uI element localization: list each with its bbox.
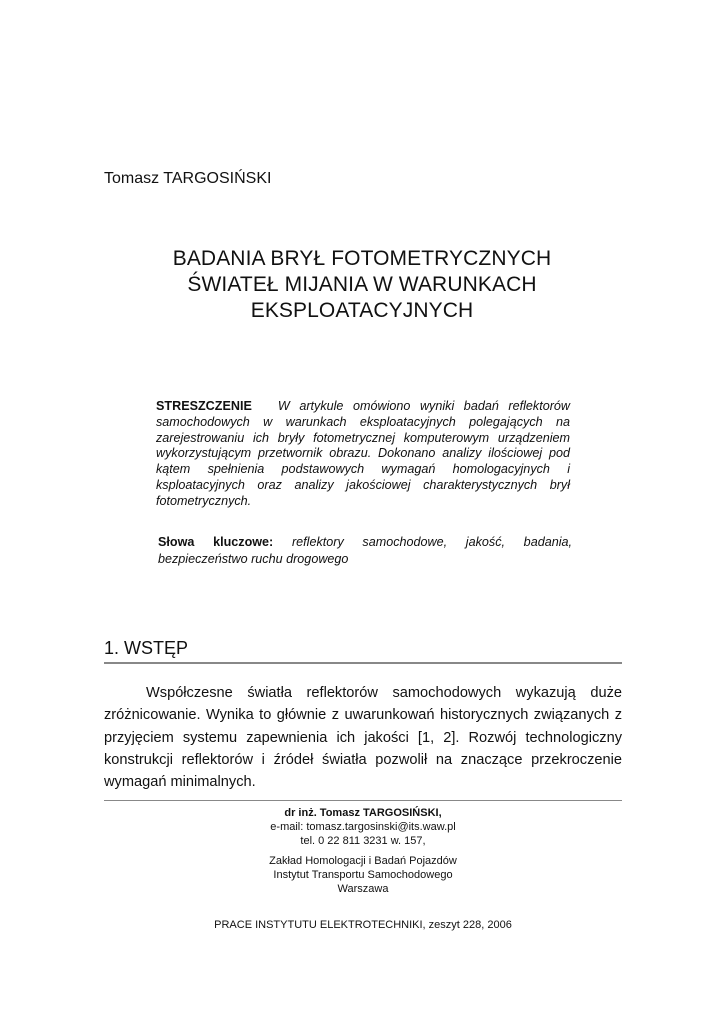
footnote-department: Zakład Homologacji i Badań Pojazdów	[269, 855, 457, 867]
journal-footer: PRACE INSTYTUTU ELEKTROTECHNIKI, zeszyt 228, 2006	[214, 919, 512, 931]
intro-paragraph: Współczesne światła reflektorów samochodowych wykazują duże zróżnicowanie. Wynika to głównie z uwarunkowań historycznych związanych z przyjęciem systemu zapewnienia ich jakości [1, 2]. Rozwój technologiczny konstrukcji reflektorów i źródeł światła pozwolił na znaczące przekroczenie wymagań minimalnych.	[104, 685, 622, 791]
paper-title	[104, 246, 620, 324]
footnote-email: e-mail: tomasz.targosinski@its.waw.pl	[270, 821, 456, 833]
title-line-3: EKSPLOATACYJNYCH	[250, 299, 474, 322]
title-line-1: BADANIA BRYŁ FOTOMETRYCZNYCH	[172, 247, 552, 270]
author-name: Tomasz TARGOSIŃSKI	[104, 170, 272, 187]
abstract-label: STRESZCZENIE	[156, 399, 252, 413]
footnote-institute: Instytut Transportu Samochodowego	[273, 869, 453, 881]
footnote-phone: tel. 0 22 811 3231 w. 157,	[300, 835, 426, 847]
section-heading: 1. WSTĘP	[104, 638, 622, 664]
abstract	[156, 399, 570, 510]
keywords	[158, 534, 572, 568]
footnote-author: dr inż. Tomasz TARGOSIŃSKI,	[284, 807, 442, 819]
footnote-city: Warszawa	[337, 883, 389, 895]
author-footnote	[104, 806, 622, 896]
footnote-divider	[104, 800, 622, 801]
keywords-label: Słowa kluczowe:	[158, 535, 274, 549]
title-line-2: ŚWIATEŁ MIJANIA W WARUNKACH	[187, 273, 537, 296]
abstract-text: W artykule omówiono wyniki badań reflektorów samochodowych w warunkach eksploatacyjnych polegających na zarejestrowaniu ich bryły fotometrycznej komputerowym urządzeniem wykorzystującym przetwornik obrazu. Dokonano analizy ilościowej pod kątem spełnienia podstawowych wymagań homologacyjnych i ksploatacyjnych oraz analizy jakościowej charakterystycznych brył fotometrycznych.	[156, 399, 570, 508]
keywords-text: reflektory samochodowe, jakość, badania, bezpieczeństwo ruchu drogowego	[158, 535, 573, 566]
